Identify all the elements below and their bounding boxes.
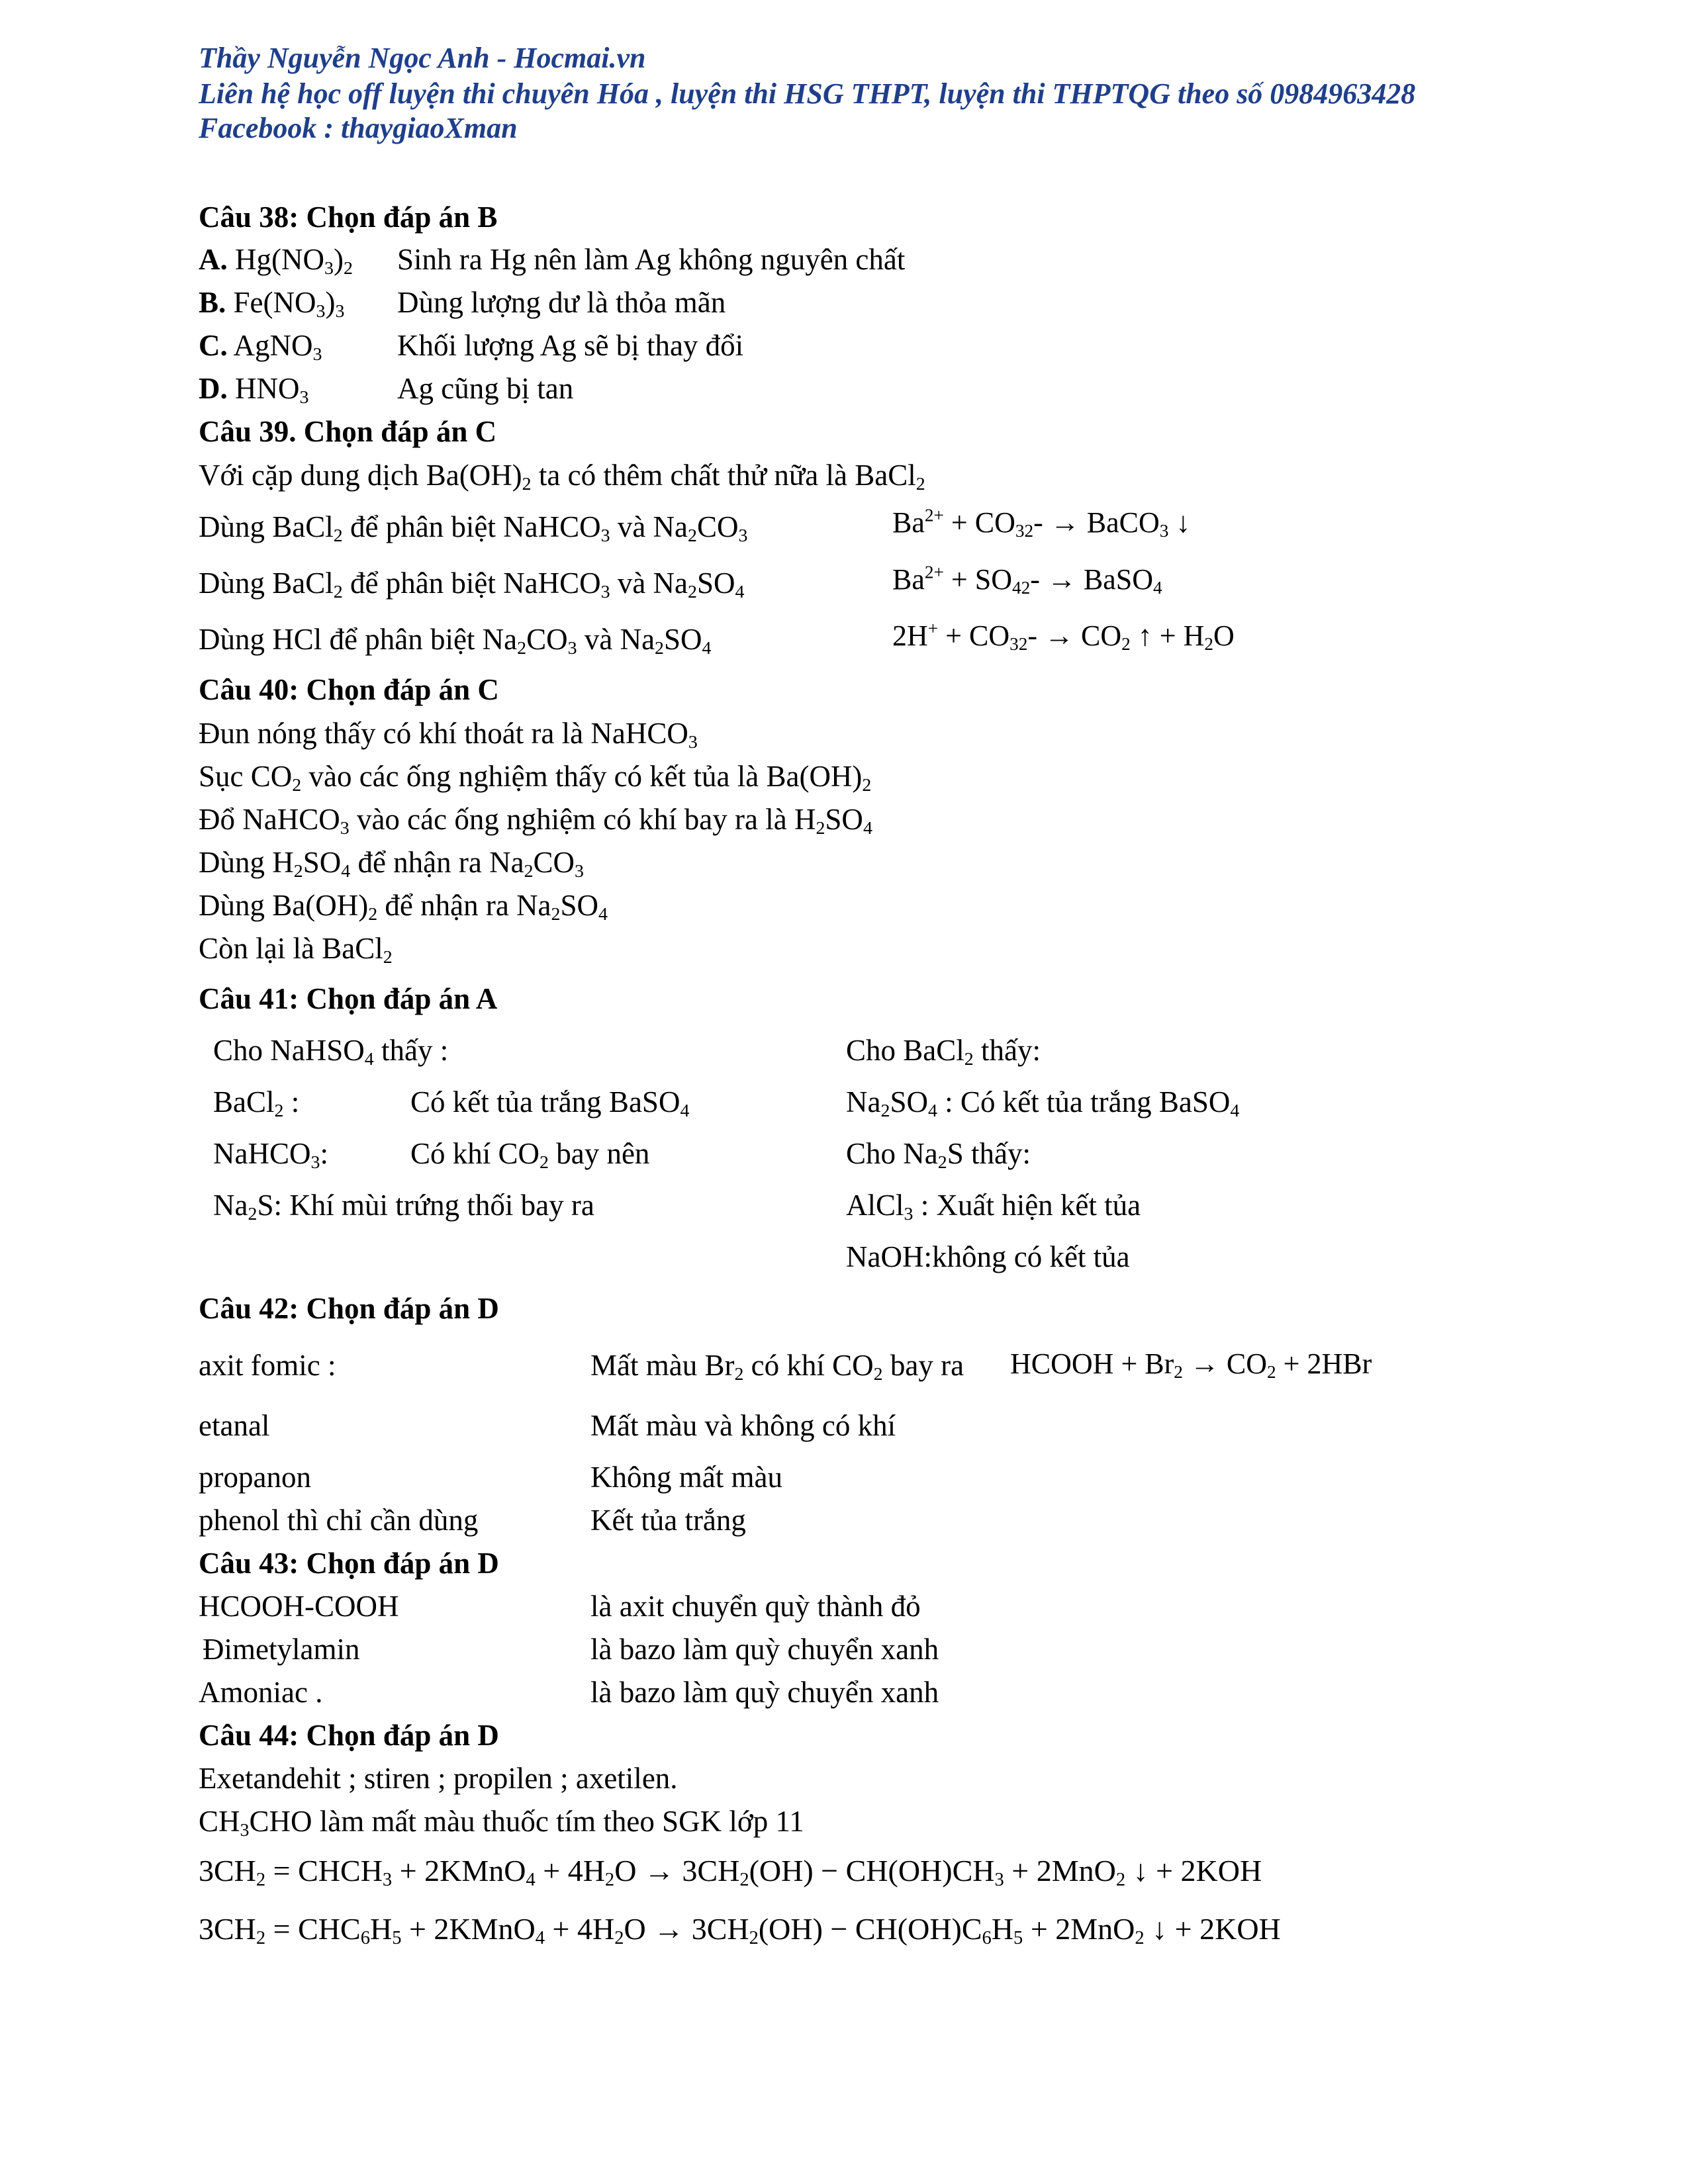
q39-eq-1: $Ba^{2+} + CO_{32}-$ → BaCO$_3$ ↓: [892, 505, 1191, 541]
q43-title: Câu 43: Chọn đáp án D: [199, 1547, 499, 1580]
q42-title: Câu 42: Chọn đáp án D: [199, 1292, 499, 1325]
q39-title: Câu 39. Chọn đáp án C: [199, 415, 497, 448]
q42-name-3: propanon: [199, 1461, 311, 1494]
q41-right-4: AlCl$_3$ : Xuất hiện kết tủa: [846, 1189, 1141, 1224]
q41-title: Câu 41: Chọn đáp án A: [199, 982, 498, 1015]
q44-eq-2: $3CH_2 = CHC_6H_5$ + 2KMnO$_4$ + $4H_2O \to 3CH_2(OH) - CH(OH)C_6H_5 + 2MnO_2$ ↓ + 2KOH: [199, 1912, 1281, 1949]
q40-line-4: Dùng $H_2SO_4$ để nhận ra $Na_2CO_3$: [199, 846, 584, 882]
q43-text-3: là bazo làm quỳ chuyển xanh: [590, 1676, 939, 1709]
q40-line-1: Đun nóng thấy có khí thoát ra là NaHCO$_3$: [199, 717, 698, 752]
q42-text-3: Không mất màu: [590, 1461, 782, 1494]
q39-row-2: Dùng BaCl$_2$ để phân biệt NaHCO$_3$ và $Na_2SO_4$: [199, 567, 745, 602]
q41-left-3: Có kết tủa trắng BaSO$_4$: [410, 1085, 690, 1121]
q44-title: Câu 44: Chọn đáp án D: [199, 1719, 499, 1752]
q42-name-4: phenol thì chỉ cần dùng: [199, 1504, 479, 1537]
q42-name-1: axit fomic :: [199, 1349, 336, 1382]
q39-eq-3: $2H^+ + CO_{32}- \to CO_2$ ↑ + $H_2O$: [892, 618, 1235, 654]
q42-text-4: Kết tủa trắng: [590, 1504, 746, 1537]
q40-line-5: Dùng $Ba(OH)_2$ để nhận ra $Na_2SO_4$: [199, 889, 608, 925]
q38-row-b: B. $Fe(NO_3)_3$ Dùng lượng dư là thỏa mãn: [199, 286, 726, 322]
q41-right-1: Cho BaCl$_2$ thấy:: [846, 1034, 1041, 1069]
q40-line-2: Sục $CO_2$ vào các ống nghiệm thấy có kết tủa là $Ba(OH)_2$: [199, 760, 872, 796]
q43-text-1: là axit chuyển quỳ thành đỏ: [590, 1590, 921, 1623]
q41-right-3: Cho $Na_2S$ thấy:: [846, 1137, 1031, 1173]
q42-name-2: etanal: [199, 1409, 270, 1442]
q43-text-2: là bazo làm quỳ chuyển xanh: [590, 1633, 939, 1666]
q38-row-c: C. AgNO$_3$ Khối lượng Ag sẽ bị thay đổi: [199, 329, 744, 365]
q42-text-1: Mất màu $Br_2$ có khí $CO_2$ bay ra: [590, 1349, 964, 1385]
q43-name-2: Đimetylamin: [203, 1633, 360, 1666]
header-facebook: Facebook : thaygiaoXman: [199, 112, 518, 144]
q41-left-2: BaCl$_2$ :: [213, 1085, 300, 1121]
q41-right-2: $Na_2SO_4$ : Có kết tủa trắng BaSO$_4$: [846, 1085, 1240, 1121]
q40-title: Câu 40: Chọn đáp án C: [199, 673, 499, 706]
q41-left-4: NaHCO$_3$:: [213, 1137, 328, 1173]
q43-name-1: HCOOH-COOH: [199, 1590, 399, 1623]
q39-row-1: Dùng BaCl$_2$ để phân biệt NaHCO$_3$ và $Na_2CO_3$: [199, 510, 748, 546]
q44-line-1: Exetandehit ; stiren ; propilen ; axetilen.: [199, 1762, 678, 1795]
q38-title: Câu 38: Chọn đáp án B: [199, 201, 498, 234]
q41-left-5: Có khí $CO_2$ bay nên: [410, 1137, 650, 1173]
q40-line-6: Còn lại là BaCl$_2$: [199, 932, 393, 968]
header-author: Thầy Nguyễn Ngọc Anh - Hocmai.vn: [199, 42, 646, 74]
q44-eq-1: $3CH_2$ = $CHCH_3$ + 2KMnO$_4$ + $4H_2O \to 3CH_2(OH) - CH(OH)CH_3 + 2MnO_2$ ↓ + 2KOH: [199, 1854, 1262, 1891]
q42-eq-1: HCOOH + $Br_2 \to CO_2 + 2HBr$: [1010, 1347, 1372, 1382]
q39-eq-2: $Ba^{2+} + SO_{42}-$ → BaSO$_4$: [892, 562, 1162, 598]
q44-line-2: $CH_3CHO$ làm mất màu thuốc tím theo SGK lớp 11: [199, 1805, 804, 1841]
q38-row-a: A. $Hg(NO_3)_2$ Sinh ra Hg nên làm Ag không nguyên chất: [199, 243, 906, 279]
q39-row-3: Dùng HCl để phân biệt $Na_2CO_3$ và $Na_2SO_4$: [199, 623, 712, 659]
q41-right-5: NaOH:không có kết tủa: [846, 1240, 1130, 1273]
q41-left-6: $Na_2S$: Khí mùi trứng thối bay ra: [213, 1189, 594, 1224]
q40-line-3: Đổ NaHCO$_3$ vào các ống nghiệm có khí bay ra là $H_2SO_4$: [199, 803, 872, 839]
q39-intro: Với cặp dung dịch $Ba(OH)_2$ ta có thêm chất thử nữa là BaCl$_2$: [199, 459, 925, 494]
header-contact: Liên hệ học off luyện thi chuyên Hóa , luyện thi HSG THPT, luyện thi THPTQG theo số 0984963428: [199, 77, 1416, 110]
q43-name-3: Amoniac .: [199, 1676, 323, 1709]
q42-text-2: Mất màu và không có khí: [590, 1409, 896, 1442]
q38-row-d: D. $HNO_3$ Ag cũng bị tan: [199, 372, 574, 408]
q41-left-1: Cho NaHSO$_4$ thấy :: [213, 1034, 449, 1069]
